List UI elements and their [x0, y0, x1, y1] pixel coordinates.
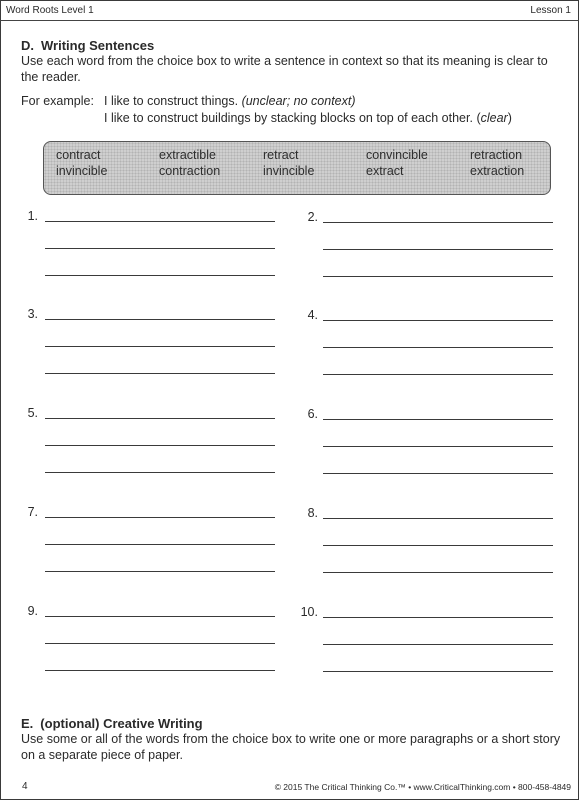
section-d-title: Writing Sentences [41, 38, 155, 53]
writing-line[interactable] [45, 670, 275, 671]
choice-word: extractible [159, 148, 216, 162]
writing-line[interactable] [323, 374, 553, 375]
example-label: For example: [21, 94, 94, 108]
page-number: 4 [22, 781, 28, 792]
writing-line[interactable] [323, 617, 553, 618]
writing-line[interactable] [45, 445, 275, 446]
section-d-instructions: Use each word from the choice box to write a sentence in context so that its meaning is clear to the reader. [21, 54, 548, 84]
choice-box [43, 141, 551, 195]
writing-line[interactable] [45, 517, 275, 518]
section-e-letter: E. [21, 716, 34, 731]
writing-line[interactable] [323, 644, 553, 645]
example-clear-paren-close: ) [507, 111, 512, 125]
example-unclear-text: I like to construct things. [104, 94, 242, 108]
writing-line[interactable] [323, 320, 553, 321]
writing-line[interactable] [323, 419, 553, 420]
header-divider [0, 20, 579, 21]
example-unclear-note: (unclear; no context) [241, 94, 356, 108]
writing-line[interactable] [45, 319, 275, 320]
writing-line[interactable] [323, 249, 553, 250]
choice-word: contraction [159, 164, 221, 178]
choice-word: retract [263, 148, 299, 162]
writing-line[interactable] [45, 248, 275, 249]
choice-word: contract [56, 148, 101, 162]
item-number: 10. [300, 605, 318, 619]
writing-line[interactable] [45, 472, 275, 473]
lesson-label: Lesson 1 [530, 5, 571, 16]
section-e-instructions: Use some or all of the words from the choice box to write one or more paragraphs or a short story on a separate piece of paper. [21, 732, 561, 762]
section-e-title: (optional) Creative Writing [40, 716, 203, 731]
writing-line[interactable] [323, 473, 553, 474]
writing-line[interactable] [45, 346, 275, 347]
choice-word: extraction [470, 164, 525, 178]
choice-word: invincible [263, 164, 315, 178]
section-d-letter: D. [21, 38, 34, 53]
book-title: Word Roots Level 1 [6, 5, 94, 16]
writing-line[interactable] [323, 222, 553, 223]
writing-line[interactable] [45, 616, 275, 617]
writing-line[interactable] [45, 418, 275, 419]
item-number: 2. [307, 210, 318, 224]
choice-word: invincible [56, 164, 108, 178]
item-number: 7. [27, 505, 38, 519]
choice-word: retraction [470, 148, 523, 162]
item-number: 3. [27, 307, 38, 321]
writing-line[interactable] [323, 518, 553, 519]
choice-word: extract [366, 164, 404, 178]
section-e-heading [21, 716, 203, 731]
item-number: 5. [27, 406, 38, 420]
writing-line[interactable] [323, 671, 553, 672]
writing-line[interactable] [45, 643, 275, 644]
writing-line[interactable] [45, 221, 275, 222]
example-clear-text: I like to construct buildings by stacking blocks on top of each other. [104, 111, 477, 125]
item-number: 6. [307, 407, 318, 421]
copyright-notice: © 2015 The Critical Thinking Co.™ • www.CriticalThinking.com • 800-458-4849 [274, 782, 571, 792]
item-number: 1. [27, 209, 38, 223]
item-number: 9. [27, 604, 38, 618]
example-clear-note: clear [480, 111, 508, 125]
writing-line[interactable] [45, 571, 275, 572]
section-d-heading [21, 38, 154, 53]
writing-line[interactable] [323, 276, 553, 277]
choice-word: convincible [366, 148, 428, 162]
item-number: 4. [307, 308, 318, 322]
example-clear-paren-open: ( [476, 111, 481, 125]
writing-line[interactable] [323, 572, 553, 573]
writing-line[interactable] [323, 545, 553, 546]
example-clear [104, 111, 512, 125]
writing-line[interactable] [45, 544, 275, 545]
item-number: 8. [307, 506, 318, 520]
writing-line[interactable] [323, 347, 553, 348]
example-unclear [104, 94, 356, 108]
writing-line[interactable] [323, 446, 553, 447]
writing-line[interactable] [45, 373, 275, 374]
writing-line[interactable] [45, 275, 275, 276]
